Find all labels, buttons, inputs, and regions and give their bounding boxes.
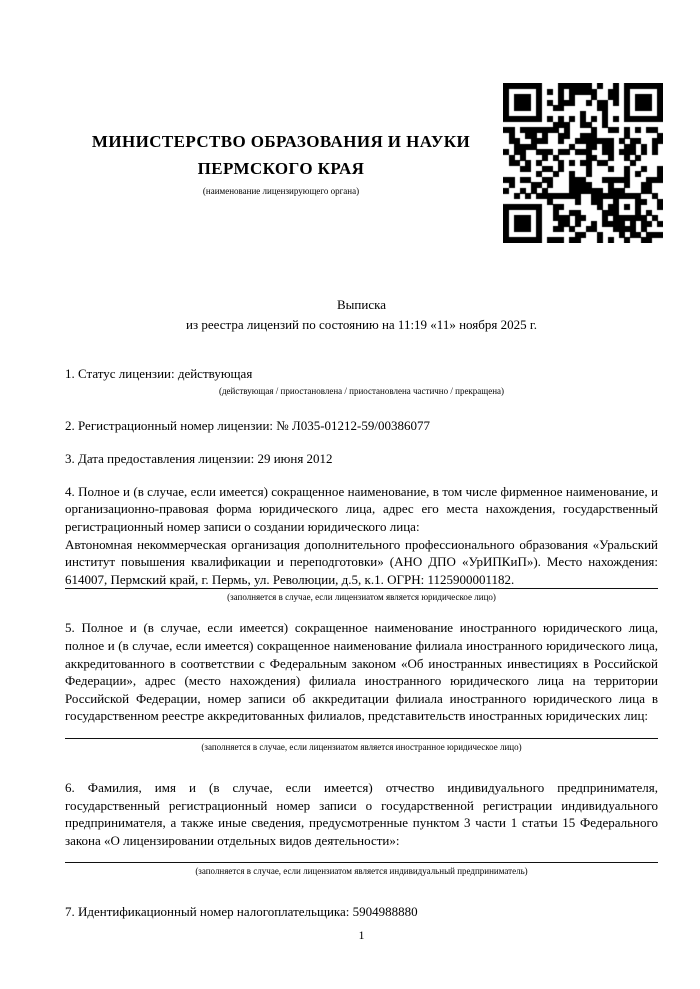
item-foreign-entity (65, 619, 658, 753)
taxpayer-number-text: 7. Идентификационный номер налогоплательщика: 5904988880 (65, 904, 418, 920)
page-content (65, 0, 658, 921)
item-legal-entity (65, 483, 658, 604)
legal-entity-prompt: 4. Полное и (в случае, если имеется) сокращенное наименование, в том числе фирменное наименование, и организационно-правовая форма юридического лица, адрес его места нахождения, государственный регистрационный номер записи о создании юридического лица: (65, 483, 658, 534)
foreign-entity-caption: (заполняется в случае, если лицензиатом является иностранное юридическое лицо) (201, 741, 522, 752)
item-registration-number (65, 417, 658, 435)
page-number: 1 (358, 928, 365, 942)
document-header (65, 128, 497, 197)
item-license-status (65, 365, 658, 397)
individual-entrepreneur-blank-line (65, 862, 658, 863)
individual-entrepreneur-caption: (заполняется в случае, если лицензиатом является индивидуальный предприниматель) (195, 866, 528, 877)
document-title-line2: из реестра лицензий по состоянию на 11:19 «11» ноября 2025 г. (186, 317, 537, 332)
document-title (65, 295, 658, 335)
ministry-name-line2: ПЕРМСКОГО КРАЯ (197, 159, 365, 178)
legal-entity-underline (65, 588, 658, 589)
registration-number-text: 2. Регистрационный номер лицензии: № Л035-01212-59/00386077 (65, 417, 431, 433)
legal-entity-value: Автономная некоммерческая организация дополнительного профессионального образования «Уральский институт повышения квалификации и переподготовки» (АНО ДПО «УрИПКиП»). Место нахождения: 614007, Пермский край, г. Пермь, ул. Революции, д.5, к.1. ОГРН: 1125900001182. (65, 536, 658, 587)
licensing-authority-name (65, 128, 497, 182)
license-status-caption: (действующая / приостановлена / приостановлена частично / прекращена) (218, 385, 505, 396)
licensing-authority-caption: (наименование лицензирующего органа) (202, 186, 360, 196)
foreign-entity-blank-line (65, 738, 658, 739)
license-status-text: 1. Статус лицензии: действующая (65, 366, 253, 381)
grant-date-text: 3. Дата предоставления лицензии: 29 июня 2012 (65, 451, 333, 467)
legal-entity-caption: (заполняется в случае, если лицензиатом является юридическое лицо) (227, 592, 496, 603)
foreign-entity-prompt: 5. Полное и (в случае, если имеется) сокращенное наименование иностранного юридического лица, полное и (в случае, если имеется) сокращенное наименование филиала иностранного юридического лица, аккредитованного в соответствии с Федеральным законом «Об иностранных инвестициях в Российской Федерации», адрес (место нахождения) филиала иностранного юридического лица на территории Российской Федерации, номер записи об аккредитации филиала иностранного юридического лица в государственном реестре аккредитованных филиалов, представительств иностранных юридических лиц: (65, 620, 658, 724)
item-grant-date (65, 450, 658, 468)
item-individual-entrepreneur (65, 779, 658, 877)
document-title-line1: Выписка (337, 297, 386, 312)
ministry-name-line1: МИНИСТЕРСТВО ОБРАЗОВАНИЯ И НАУКИ (91, 132, 471, 151)
individual-entrepreneur-prompt: 6. Фамилия, имя и (в случае, если имеется) отчество индивидуального предпринимателя, государственный регистрационный номер записи о государственной регистрации индивидуального предпринимателя, а также иные сведения, предусмотренные пунктом 3 части 1 статьи 15 Федерального закона «О лицензировании отдельных видов деятельности»: (65, 779, 658, 848)
item-taxpayer-number (65, 903, 658, 921)
